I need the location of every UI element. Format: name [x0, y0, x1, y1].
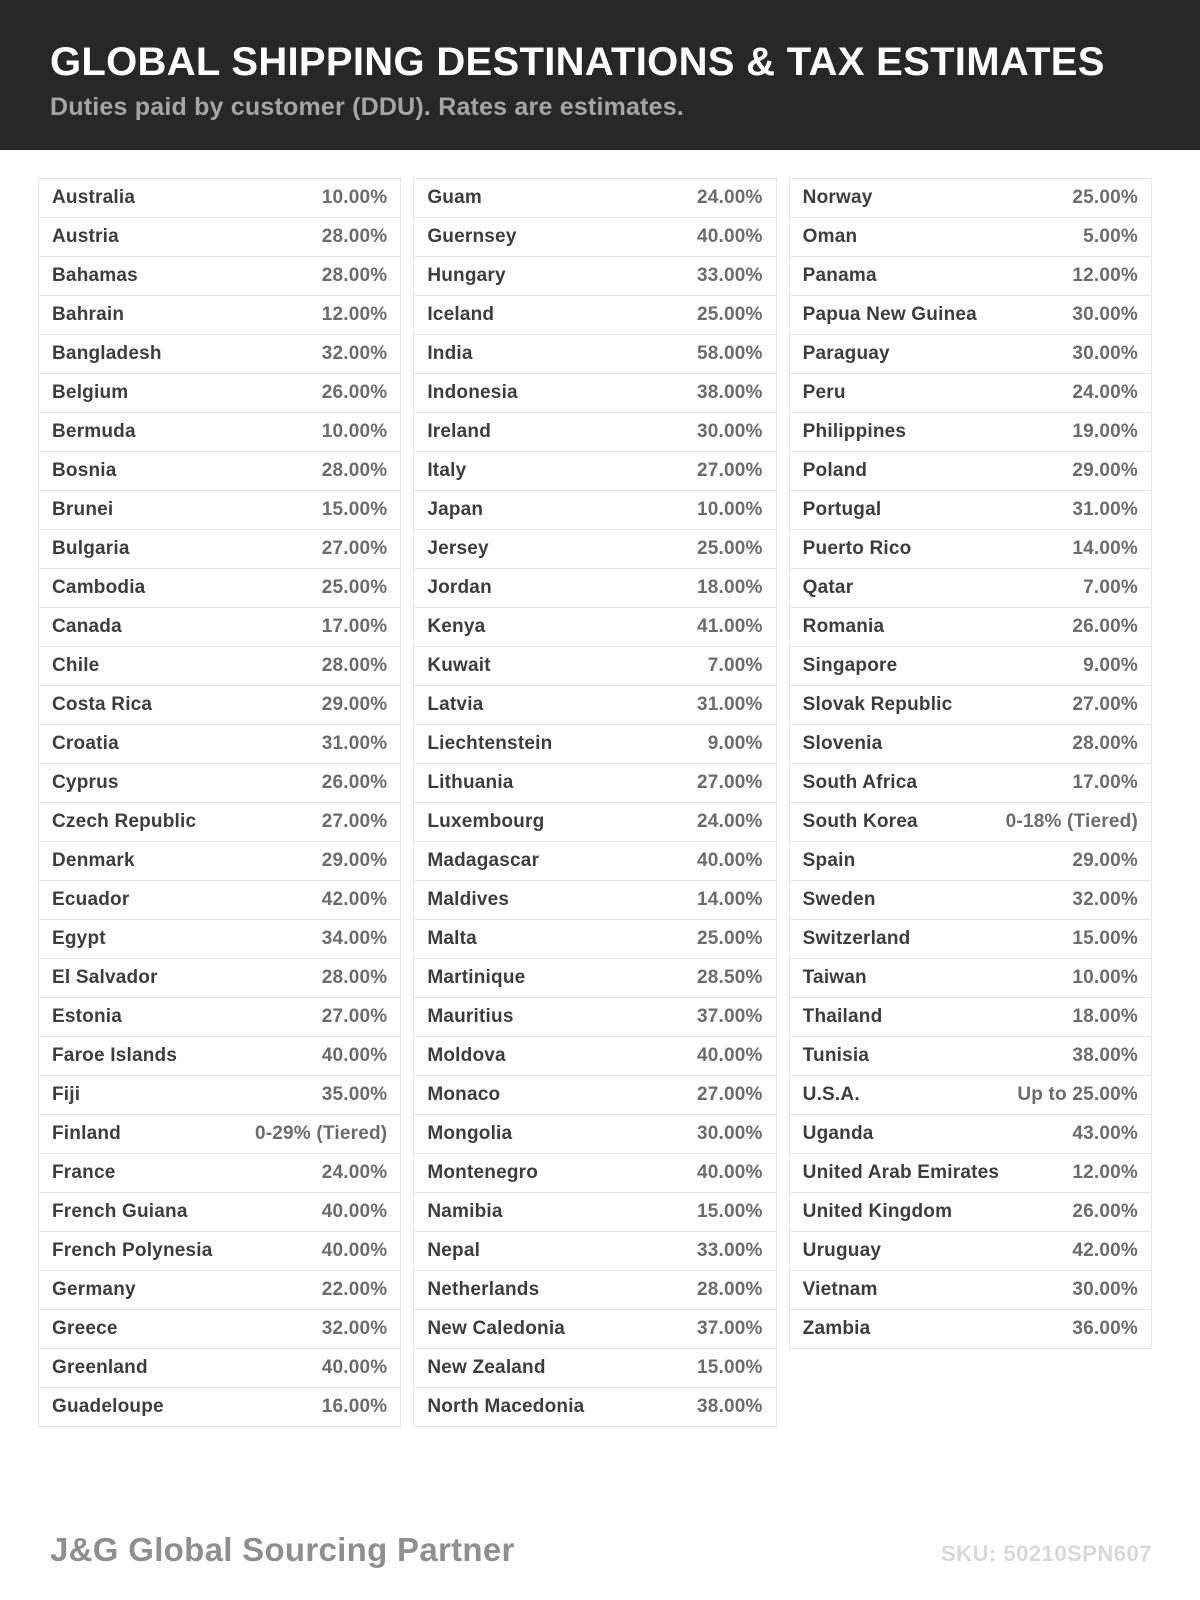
table-row: [789, 607, 1152, 647]
table-row: [789, 919, 1152, 959]
table-row: [789, 1270, 1152, 1310]
country-name: Guam: [427, 186, 482, 208]
country-name: Moldova: [427, 1044, 506, 1066]
table-row: [38, 685, 401, 725]
tax-rate: 29.00%: [1072, 459, 1138, 481]
country-name: Mongolia: [427, 1122, 513, 1144]
table-row: [413, 997, 776, 1037]
brand-name: J&G Global Sourcing Partner: [50, 1531, 515, 1568]
country-name: Iceland: [427, 303, 495, 325]
country-name: Costa Rica: [52, 693, 153, 715]
table-row: [789, 256, 1152, 296]
country-name: Japan: [427, 498, 484, 520]
tax-rate: 27.00%: [321, 810, 388, 832]
country-name: Germany: [52, 1278, 136, 1300]
country-name: Papua New Guinea: [802, 303, 977, 325]
country-name: Brunei: [52, 498, 114, 520]
tax-rate: 19.00%: [1072, 420, 1138, 442]
country-name: Ireland: [427, 420, 492, 442]
tax-rate: 25.00%: [697, 303, 763, 325]
country-name: Belgium: [52, 381, 129, 403]
country-name: Bermuda: [52, 420, 136, 442]
table-row: [38, 1192, 401, 1232]
table-row: [413, 334, 776, 374]
table-row: [38, 1348, 401, 1388]
tax-rate: 35.00%: [321, 1083, 388, 1105]
tax-rate: 17.00%: [321, 615, 388, 637]
table-row: [789, 217, 1152, 257]
table-row: [38, 1270, 401, 1310]
country-name: Finland: [52, 1122, 121, 1144]
country-name: French Guiana: [52, 1200, 188, 1222]
country-name: Bahrain: [52, 303, 125, 325]
table-row: [38, 295, 401, 335]
table-row: [413, 919, 776, 959]
tax-rate: 40.00%: [321, 1200, 388, 1222]
tax-rate: 0-18% (Tiered): [1005, 810, 1138, 832]
tax-rate: 34.00%: [321, 927, 388, 949]
sku-label: SKU: 50210SPN607: [940, 1541, 1152, 1566]
tax-rate: 28.00%: [1072, 732, 1138, 754]
table-row: [38, 958, 401, 998]
country-name: Thailand: [802, 1005, 883, 1027]
tax-rate: 29.00%: [321, 693, 388, 715]
table-row: [38, 1231, 401, 1271]
table-row: [38, 451, 401, 491]
tax-rate: 40.00%: [697, 849, 763, 871]
header: [0, 0, 1200, 150]
tax-rate: 33.00%: [697, 1239, 763, 1261]
table-row: [413, 1075, 776, 1115]
country-name: Lithuania: [427, 771, 514, 793]
tax-rate: 9.00%: [707, 732, 763, 754]
country-name: Ecuador: [52, 888, 130, 910]
tax-rate: 58.00%: [697, 342, 763, 364]
tax-rate: 15.00%: [697, 1200, 763, 1222]
country-name: Bosnia: [52, 459, 117, 481]
country-name: Montenegro: [427, 1161, 539, 1183]
page-subtitle: Duties paid by customer (DDU). Rates are estimates.: [50, 93, 685, 121]
table-row: [789, 412, 1152, 452]
table-row: [413, 763, 776, 803]
country-name: Vietnam: [802, 1278, 878, 1300]
country-name: Taiwan: [802, 966, 867, 988]
table-row: [789, 334, 1152, 374]
country-name: Fiji: [52, 1083, 81, 1105]
country-name: Uruguay: [802, 1239, 882, 1261]
country-name: Maldives: [427, 888, 510, 910]
country-name: Sweden: [802, 888, 876, 910]
country-name: India: [427, 342, 473, 364]
country-name: South Korea: [802, 810, 918, 832]
country-name: Romania: [802, 615, 885, 637]
tax-rate: 25.00%: [697, 537, 763, 559]
country-name: Malta: [427, 927, 477, 949]
table-row: [789, 958, 1152, 998]
country-name: Peru: [802, 381, 846, 403]
country-name: Luxembourg: [427, 810, 545, 832]
table-row: [413, 1231, 776, 1271]
table-row: [789, 295, 1152, 335]
country-name: New Caledonia: [427, 1317, 566, 1339]
country-name: Greece: [52, 1317, 118, 1339]
table-row: [789, 1153, 1152, 1193]
country-name: Croatia: [52, 732, 119, 754]
tax-rate: 9.00%: [1083, 654, 1138, 676]
country-name: Madagascar: [427, 849, 540, 871]
tax-rate: 33.00%: [697, 264, 763, 286]
country-name: North Macedonia: [427, 1395, 585, 1417]
tax-rate: 18.00%: [697, 576, 763, 598]
country-name: Estonia: [52, 1005, 123, 1027]
table-row: [789, 997, 1152, 1037]
tax-rate: 38.00%: [697, 1395, 763, 1417]
country-name: United Arab Emirates: [802, 1161, 1000, 1183]
country-name: Slovenia: [802, 732, 883, 754]
country-name: Cyprus: [52, 771, 119, 793]
country-name: Czech Republic: [52, 810, 197, 832]
table-row: [38, 178, 401, 218]
tax-rate: 22.00%: [321, 1278, 388, 1300]
tax-rate: 24.00%: [1072, 381, 1138, 403]
country-name: Denmark: [52, 849, 135, 871]
table-row: [38, 217, 401, 257]
tax-rate: 40.00%: [697, 1161, 763, 1183]
country-name: Puerto Rico: [802, 537, 912, 559]
tax-rate: 7.00%: [1083, 576, 1138, 598]
table-row: [38, 490, 401, 530]
table-row: [789, 724, 1152, 764]
table-row: [38, 1309, 401, 1349]
country-name: France: [52, 1161, 116, 1183]
table-row: [413, 685, 776, 725]
tax-rate: 30.00%: [1072, 342, 1138, 364]
tax-rate: 26.00%: [321, 381, 388, 403]
table-row: [413, 178, 776, 218]
table-row: [413, 1036, 776, 1076]
tax-rate: 17.00%: [1072, 771, 1138, 793]
tax-rate: 7.00%: [707, 654, 763, 676]
tax-rate: 12.00%: [321, 303, 388, 325]
tax-rate: 10.00%: [1072, 966, 1138, 988]
country-name: Martinique: [427, 966, 526, 988]
table-row: [413, 802, 776, 842]
country-name: Slovak Republic: [802, 693, 953, 715]
tax-rate: 30.00%: [697, 1122, 763, 1144]
table-column-1: [38, 179, 401, 1427]
table-row: [413, 1387, 776, 1427]
country-name: Australia: [52, 186, 136, 208]
table-row: [413, 373, 776, 413]
table-row: [38, 997, 401, 1037]
country-name: United Kingdom: [802, 1200, 953, 1222]
table-column-2: [413, 179, 776, 1427]
tax-rate: 28.00%: [321, 654, 388, 676]
country-name: Uganda: [802, 1122, 874, 1144]
tax-rate: 25.00%: [321, 576, 388, 598]
tax-rate: 27.00%: [697, 459, 763, 481]
country-name: Mauritius: [427, 1005, 514, 1027]
country-name: Spain: [802, 849, 856, 871]
table-row: [38, 1075, 401, 1115]
table-column-3: [789, 179, 1152, 1349]
table-row: [413, 256, 776, 296]
country-name: Paraguay: [802, 342, 890, 364]
tax-rate: 12.00%: [1072, 264, 1138, 286]
tax-rate: 42.00%: [1072, 1239, 1138, 1261]
table-row: [789, 451, 1152, 491]
tax-rate: 37.00%: [697, 1317, 763, 1339]
country-name: Jersey: [427, 537, 489, 559]
table-row: [789, 1114, 1152, 1154]
table-row: [413, 1192, 776, 1232]
tax-rate: 18.00%: [1072, 1005, 1138, 1027]
country-name: Guernsey: [427, 225, 517, 247]
country-name: Egypt: [52, 927, 106, 949]
tax-rate: 31.00%: [1072, 498, 1138, 520]
footer: [50, 1531, 1152, 1569]
table-row: [413, 1153, 776, 1193]
table-row: [789, 841, 1152, 881]
table-row: [413, 646, 776, 686]
country-name: Cambodia: [52, 576, 146, 598]
country-name: Oman: [802, 225, 858, 247]
tax-rate: 28.00%: [321, 264, 388, 286]
country-name: Canada: [52, 615, 122, 637]
table-row: [789, 763, 1152, 803]
country-name: Zambia: [802, 1317, 871, 1339]
tax-rate: 16.00%: [321, 1395, 388, 1417]
tax-rate: 15.00%: [321, 498, 388, 520]
tax-rate: 26.00%: [1072, 1200, 1138, 1222]
tax-rate: 41.00%: [697, 615, 763, 637]
country-name: French Polynesia: [52, 1239, 213, 1261]
table-row: [413, 841, 776, 881]
tax-rate: 32.00%: [1072, 888, 1138, 910]
country-name: Indonesia: [427, 381, 518, 403]
tax-rate: 38.00%: [1072, 1044, 1138, 1066]
country-name: Bahamas: [52, 264, 138, 286]
table-row: [38, 334, 401, 374]
table-row: [38, 802, 401, 842]
table-row: [413, 880, 776, 920]
country-name: Liechtenstein: [427, 732, 553, 754]
tax-table: [38, 179, 1152, 1427]
table-row: [413, 724, 776, 764]
country-name: Austria: [52, 225, 119, 247]
table-row: [789, 1192, 1152, 1232]
tax-rate: 30.00%: [1072, 1278, 1138, 1300]
table-row: [38, 1387, 401, 1427]
tax-rate: 36.00%: [1072, 1317, 1138, 1339]
page-title: GLOBAL SHIPPING DESTINATIONS & TAX ESTIMATES: [50, 40, 1105, 84]
tax-rate: 28.00%: [321, 225, 388, 247]
table-row: [789, 1231, 1152, 1271]
tax-rate: 30.00%: [697, 420, 763, 442]
tax-rate: 27.00%: [697, 1083, 763, 1105]
tax-rate: 29.00%: [1072, 849, 1138, 871]
tax-rate: 26.00%: [1072, 615, 1138, 637]
table-row: [38, 412, 401, 452]
tax-rate: 10.00%: [697, 498, 763, 520]
tax-rate: 10.00%: [321, 420, 388, 442]
country-name: Monaco: [427, 1083, 501, 1105]
country-name: Guadeloupe: [52, 1395, 164, 1417]
table-row: [38, 1153, 401, 1193]
tax-rate: 27.00%: [1072, 693, 1138, 715]
tax-rate: 25.00%: [1072, 186, 1138, 208]
tax-rate: 29.00%: [321, 849, 388, 871]
tax-rate: Up to 25.00%: [1017, 1083, 1138, 1105]
table-row: [789, 568, 1152, 608]
tax-rate: 40.00%: [697, 225, 763, 247]
table-row: [413, 490, 776, 530]
tax-rate: 24.00%: [697, 810, 763, 832]
country-name: Qatar: [802, 576, 854, 598]
tax-rate: 38.00%: [697, 381, 763, 403]
table-row: [789, 646, 1152, 686]
tax-rate: 42.00%: [321, 888, 388, 910]
table-row: [413, 451, 776, 491]
tax-rate: 40.00%: [321, 1044, 388, 1066]
table-row: [789, 1309, 1152, 1349]
table-row: [789, 1075, 1152, 1115]
tax-rate: 40.00%: [697, 1044, 763, 1066]
tax-rate: 14.00%: [697, 888, 763, 910]
country-name: Jordan: [427, 576, 492, 598]
country-name: Nepal: [427, 1239, 481, 1261]
table-row: [413, 1309, 776, 1349]
table-row: [413, 1114, 776, 1154]
tax-rate: 27.00%: [321, 537, 388, 559]
table-row: [789, 373, 1152, 413]
country-name: Kuwait: [427, 654, 491, 676]
country-name: Hungary: [427, 264, 506, 286]
country-name: Greenland: [52, 1356, 148, 1378]
country-name: Bulgaria: [52, 537, 130, 559]
country-name: Norway: [802, 186, 873, 208]
table-row: [413, 958, 776, 998]
country-name: U.S.A.: [802, 1083, 860, 1105]
country-name: Chile: [52, 654, 100, 676]
table-row: [413, 607, 776, 647]
table-row: [38, 763, 401, 803]
table-row: [38, 880, 401, 920]
table-row: [413, 295, 776, 335]
table-row: [38, 1036, 401, 1076]
table-row: [789, 490, 1152, 530]
tax-rate: 27.00%: [321, 1005, 388, 1027]
table-row: [38, 373, 401, 413]
table-row: [789, 802, 1152, 842]
country-name: Faroe Islands: [52, 1044, 178, 1066]
tax-rate: 28.00%: [697, 1278, 763, 1300]
tax-rate: 26.00%: [321, 771, 388, 793]
country-name: New Zealand: [427, 1356, 546, 1378]
country-name: Poland: [802, 459, 868, 481]
country-name: Philippines: [802, 420, 907, 442]
country-name: South Africa: [802, 771, 918, 793]
table-row: [38, 646, 401, 686]
table-row: [38, 568, 401, 608]
tax-rate: 14.00%: [1072, 537, 1138, 559]
tax-rate: 32.00%: [321, 1317, 388, 1339]
tax-rate: 5.00%: [1083, 225, 1138, 247]
table-row: [413, 1348, 776, 1388]
country-name: Italy: [427, 459, 467, 481]
table-row: [38, 529, 401, 569]
table-row: [789, 529, 1152, 569]
tax-rate: 24.00%: [697, 186, 763, 208]
tax-rate: 30.00%: [1072, 303, 1138, 325]
tax-rate: 28.00%: [321, 459, 388, 481]
tax-rate: 28.50%: [697, 966, 763, 988]
tax-rate: 28.00%: [321, 966, 388, 988]
country-name: Kenya: [427, 615, 486, 637]
country-name: Switzerland: [802, 927, 911, 949]
country-name: Bangladesh: [52, 342, 162, 364]
table-row: [38, 724, 401, 764]
table-row: [38, 841, 401, 881]
table-row: [38, 1114, 401, 1154]
table-row: [789, 880, 1152, 920]
table-row: [413, 529, 776, 569]
tax-rate: 31.00%: [321, 732, 388, 754]
tax-rate: 40.00%: [321, 1356, 388, 1378]
tax-rate: 0-29% (Tiered): [254, 1122, 388, 1144]
tax-rate: 40.00%: [321, 1239, 388, 1261]
table-row: [38, 919, 401, 959]
tax-rate: 27.00%: [697, 771, 763, 793]
country-name: Netherlands: [427, 1278, 540, 1300]
country-name: Latvia: [427, 693, 484, 715]
tax-rate: 12.00%: [1072, 1161, 1138, 1183]
table-row: [413, 1270, 776, 1310]
country-name: Panama: [802, 264, 877, 286]
table-row: [38, 607, 401, 647]
table-row: [413, 412, 776, 452]
table-row: [789, 685, 1152, 725]
tax-rate: 10.00%: [321, 186, 388, 208]
tax-rate: 24.00%: [321, 1161, 388, 1183]
country-name: Singapore: [802, 654, 898, 676]
tax-rate: 15.00%: [1072, 927, 1138, 949]
table-row: [38, 256, 401, 296]
table-row: [789, 178, 1152, 218]
tax-rate: 31.00%: [697, 693, 763, 715]
table-row: [789, 1036, 1152, 1076]
country-name: Portugal: [802, 498, 882, 520]
tax-rate: 43.00%: [1072, 1122, 1138, 1144]
country-name: Tunisia: [802, 1044, 870, 1066]
table-row: [413, 217, 776, 257]
tax-rate: 32.00%: [321, 342, 388, 364]
tax-rate: 15.00%: [697, 1356, 763, 1378]
country-name: El Salvador: [52, 966, 158, 988]
tax-rate: 25.00%: [697, 927, 763, 949]
tax-rate: 37.00%: [697, 1005, 763, 1027]
table-row: [413, 568, 776, 608]
country-name: Namibia: [427, 1200, 503, 1222]
